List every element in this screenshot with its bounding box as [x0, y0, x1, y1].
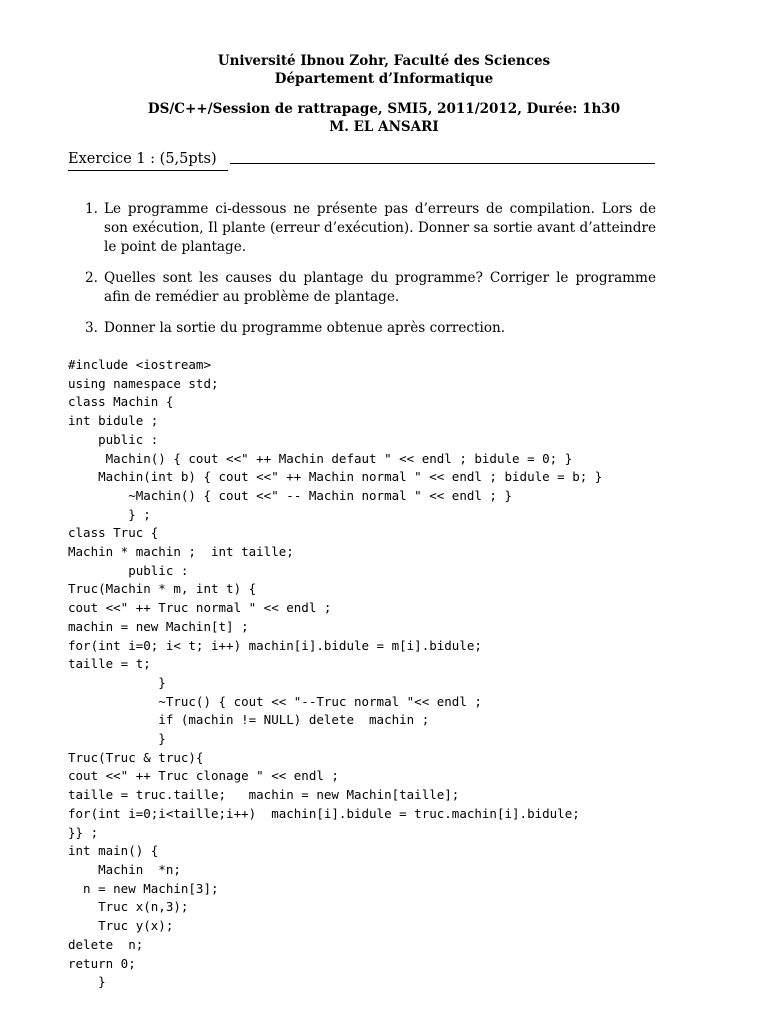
- code-listing: #include <iostream> using namespace std; class Machin { int bidule ; public : Machin() { cout <<" ++ Machin defaut " << endl ; bidule = 0; } Machin(int b) { cout <<" ++ Machin normal " << endl ; bidule = b; } ~Machin() { cout <<" -- Machin normal " << endl ; } } ; class Truc { Machin * machin ; int taille; public : Truc(Machin * m, int t) { cout <<" ++ Truc normal " << endl ; machin = new Machin[t] ; for(int i=0; i< t; i++) machin[i].bidule = m[i].bidule; taille = t; } ~Truc() { cout << "--Truc normal "<< endl ; if (machin != NULL) delete machin ; } Truc(Truc & truc){ cout <<" ++ Truc clonage " << endl ; taille = truc.taille; machin = new Machin[taille]; for(int i=0;i<taille;i++) machin[i].bidule = truc.machin[i].bidule; }} ; int main() { Machin *n; n = new Machin[3]; Truc x(n,3); Truc y(x); delete n; return 0; }: [68, 357, 603, 990]
- question-item: [85, 200, 656, 257]
- question-text: Quelles sont les causes du plantage du programme? Corriger le programme afin de remédier au problème de plantage.: [104, 270, 656, 305]
- question-number: 2.: [85, 270, 98, 286]
- question-item: [85, 319, 656, 338]
- exercise-title: Exercice 1 : (5,5pts): [68, 151, 228, 171]
- question-number: 1.: [85, 201, 98, 217]
- department-name: Département d’Informatique: [274, 71, 494, 87]
- question-number: 3.: [85, 320, 98, 336]
- university-name: Université Ibnou Zohr, Faculté des Sciences: [217, 53, 551, 69]
- question-text: Donner la sortie du programme obtenue après correction.: [104, 320, 506, 336]
- exam-info: DS/C++/Session de rattrapage, SMI5, 2011/2012, Durée: 1h30: [147, 101, 621, 117]
- question-item: [85, 269, 656, 307]
- question-list: [85, 200, 656, 350]
- question-text: Le programme ci-dessous ne présente pas d’erreurs de compilation. Lors de son exécution, Il plante (erreur d’exécution). Donner sa sortie avant d’atteindre le point de plantage.: [104, 201, 656, 255]
- exercise-title-rule: [230, 163, 655, 164]
- author-name: M. EL ANSARI: [329, 119, 439, 135]
